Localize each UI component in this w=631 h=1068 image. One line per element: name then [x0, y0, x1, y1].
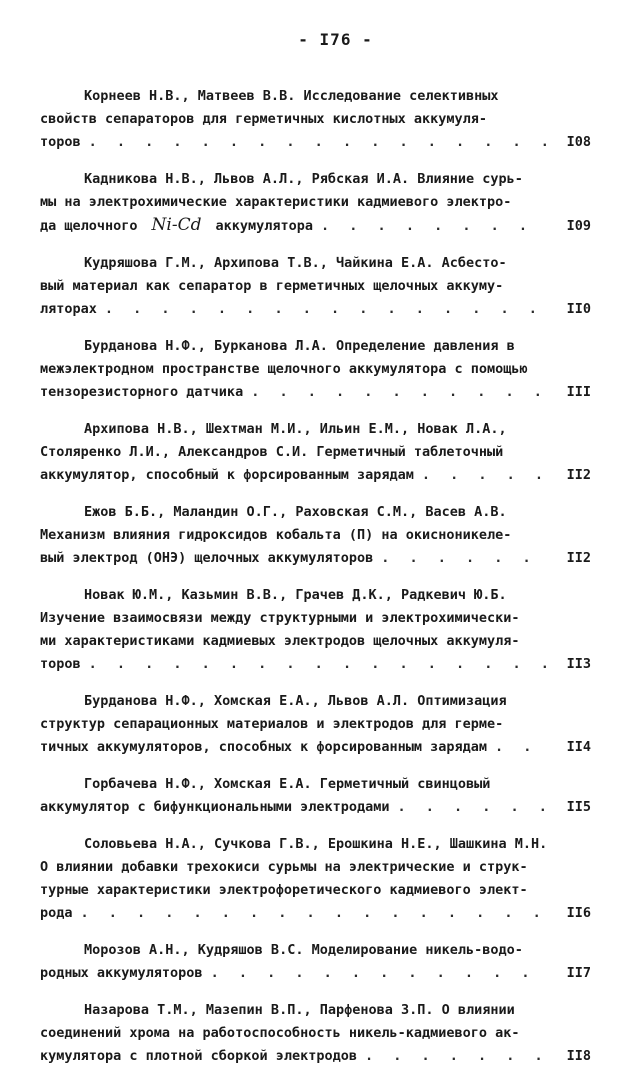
entry-text-line: Корнеев Н.В., Матвеев В.В. Исследование селективных: [84, 88, 499, 104]
entry-page-number: II2: [566, 550, 591, 566]
entry-last-line: [40, 902, 591, 925]
toc-entry: [40, 584, 591, 676]
entry-text-line: Ежов Б.Б., Маландин О.Г., Раховская С.М., Васев А.В.: [84, 504, 507, 520]
entry-text-line: [40, 214, 313, 238]
entry-last-line: [40, 736, 591, 759]
entry-text-line: Соловьева Н.А., Сучкова Г.В., Ерошкина Н.Е., Шашкина М.Н.: [84, 836, 548, 852]
entry-page-number: II8: [566, 1048, 591, 1064]
entry-page-number: II4: [566, 739, 591, 755]
entry-text-line: Бурданова Н.Ф., Хомская Е.А., Львов А.Л. Оптимизация: [84, 693, 507, 709]
dot-leader: [422, 464, 547, 487]
toc-entry: [40, 999, 591, 1068]
toc-entry: [40, 418, 591, 487]
entry-text-line: кумулятора с плотной сборкой электродов: [40, 1048, 357, 1064]
toc-entry: [40, 833, 591, 925]
entry-text-line: Горбачева Н.Ф., Хомская Е.А. Герметичный свинцовый: [84, 776, 491, 792]
entry-last-line: [40, 214, 591, 238]
entry-page-number: II3: [566, 656, 591, 672]
dot-leader: [398, 796, 548, 819]
entry-text-line: тичных аккумуляторов, способных к форсированным зарядам: [40, 739, 488, 755]
entry-last-line: [40, 1045, 591, 1068]
handwritten-insertion: Ni-Cd: [151, 215, 202, 235]
entry-text-line: аккумулятор с бифункциональными электродами: [40, 799, 390, 815]
entry-text-line: Кадникова Н.В., Львов А.Л., Рябская И.А. Влияние сурь-: [84, 171, 523, 187]
entry-text-line: Назарова Т.М., Мазепин В.П., Парфенова З.П. О влиянии: [84, 1002, 515, 1018]
entry-text-line: мы на электрохимические характеристики кадмиевого электро-: [40, 194, 512, 210]
entry-text-line: тензорезисторного датчика: [40, 384, 244, 400]
entry-text-fragment: да щелочного: [40, 218, 138, 234]
entry-text-line: Кудряшова Г.М., Архипова Т.В., Чайкина Е.А. Асбесто-: [84, 255, 507, 271]
dot-leader: [381, 547, 547, 570]
entry-page-number: I09: [566, 218, 591, 234]
toc-entry: [40, 501, 591, 570]
toc-entry: [40, 85, 591, 154]
page-number: - I76 -: [298, 30, 373, 49]
entry-text-line: Новак Ю.М., Казьмин В.В., Грачев Д.К., Радкевич Ю.Б.: [84, 587, 507, 603]
dot-leader: [89, 653, 547, 676]
entry-text-line: свойств сепараторов для герметичных кислотных аккумуля-: [40, 111, 488, 127]
entry-text-line: турные характеристики электрофоретического кадмиевого элект-: [40, 882, 528, 898]
entry-page-number: II7: [566, 965, 591, 981]
entry-text-line: Столяренко Л.И., Александров С.И. Герметичный таблеточный: [40, 444, 504, 460]
entry-page-number: II6: [566, 905, 591, 921]
entry-text-line: рода: [40, 905, 73, 921]
entry-last-line: [40, 464, 591, 487]
entry-text-line: торов: [40, 656, 81, 672]
entry-text-line: Изучение взаимосвязи между структурными и электрохимически-: [40, 610, 520, 626]
entry-text-line: вый электрод (ОНЭ) щелочных аккумуляторов: [40, 550, 374, 566]
entry-last-line: [40, 796, 591, 819]
entry-text-line: Морозов А.Н., Кудряшов В.С. Моделирование никель-водо-: [84, 942, 523, 958]
entry-text-line: ляторах: [40, 301, 97, 317]
toc-entry: [40, 168, 591, 238]
entry-page-number: II2: [566, 467, 591, 483]
entry-last-line: [40, 547, 591, 570]
entry-text-line: родных аккумуляторов: [40, 965, 203, 981]
dot-leader: [105, 298, 547, 321]
entry-last-line: [40, 962, 591, 985]
entry-text-line: Бурданова Н.Ф., Бурканова Л.А. Определение давления в: [84, 338, 515, 354]
entry-text-line: структур сепарационных материалов и электродов для герме-: [40, 716, 504, 732]
dot-leader: [89, 131, 547, 154]
entry-last-line: [40, 131, 591, 154]
dot-leader: [495, 736, 547, 759]
entry-text-line: ми характеристиками кадмиевых электродов щелочных аккумуля-: [40, 633, 520, 649]
entry-page-number: II5: [566, 799, 591, 815]
dot-leader: [211, 962, 547, 985]
toc-entry: [40, 252, 591, 321]
entry-last-line: [40, 381, 591, 404]
dot-leader: [251, 381, 547, 404]
entry-page-number: II0: [566, 301, 591, 317]
entry-text-fragment: аккумулятора: [215, 218, 314, 234]
toc-entry: [40, 939, 591, 985]
entry-text-line: О влиянии добавки трехокиси сурьмы на электрические и струк-: [40, 859, 528, 875]
dot-leader: [365, 1045, 547, 1068]
entry-page-number: I08: [566, 134, 591, 150]
entry-text-line: вый материал как сепаратор в герметичных щелочных аккуму-: [40, 278, 504, 294]
toc-entry: [40, 773, 591, 819]
toc-entry: [40, 335, 591, 404]
entry-text-line: Механизм влияния гидроксидов кобальта (П) на окисноникеле-: [40, 527, 512, 543]
dot-leader: [321, 215, 547, 238]
entry-last-line: [40, 298, 591, 321]
dot-leader: [81, 902, 547, 925]
entry-text-line: межэлектродном пространстве щелочного аккумулятора с помощью: [40, 361, 528, 377]
entry-text-line: аккумулятор, способный к форсированным зарядам: [40, 467, 414, 483]
entry-last-line: [40, 653, 591, 676]
table-of-contents: [40, 85, 591, 1068]
entry-page-number: III: [566, 384, 591, 400]
entry-text-line: торов: [40, 134, 81, 150]
entry-text-line: соединений хрома на работоспособность никель-кадмиевого ак-: [40, 1025, 520, 1041]
toc-entry: [40, 690, 591, 759]
entry-text-line: Архипова Н.В., Шехтман М.И., Ильин Е.М., Новак Л.А.,: [84, 421, 507, 437]
